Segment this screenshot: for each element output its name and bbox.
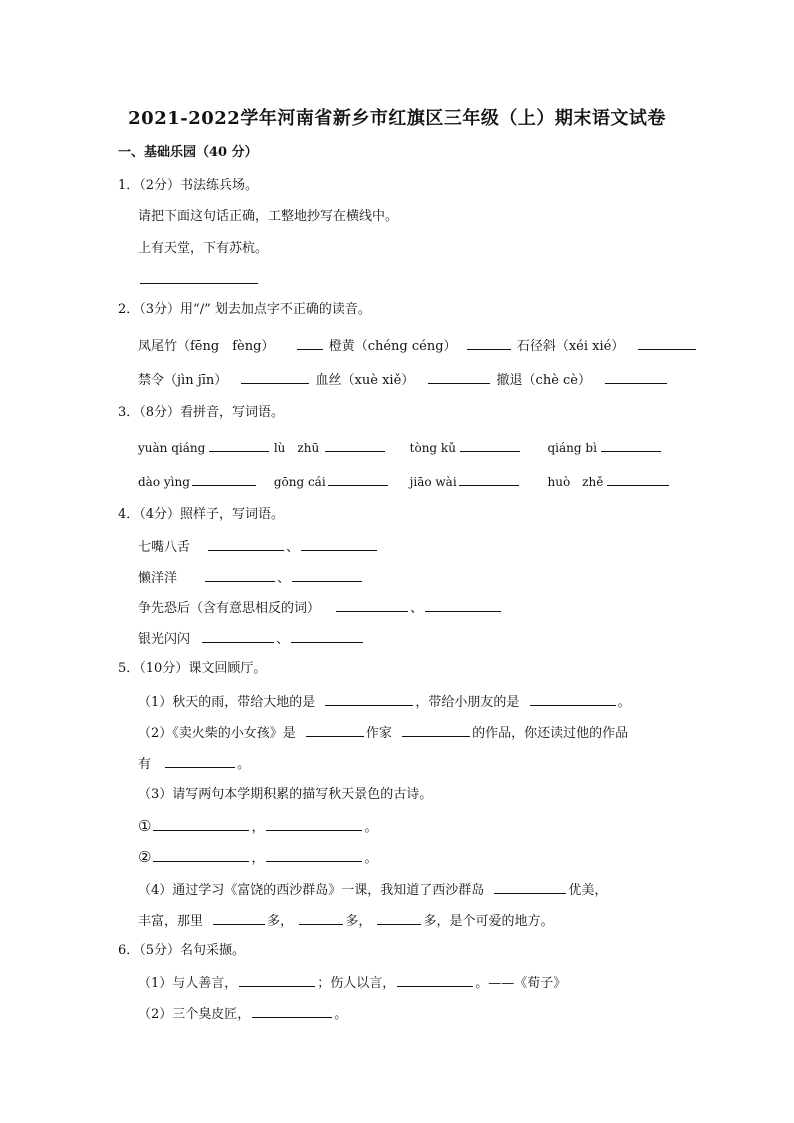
question-5-heading: 5．（10分）课文回顾厅。 — [118, 661, 267, 676]
circled-number: ② — [138, 848, 152, 866]
question-text: 。 — [334, 1007, 348, 1022]
question-text: 多，是个可爱的地方。 — [423, 914, 554, 929]
question-text: （4）通过学习《富饶的西沙群岛》一课，我知道了西沙群岛 — [138, 883, 485, 898]
question-text: （2）《卖火柴的小女孩》是 — [138, 726, 296, 741]
answer-blank[interactable] — [306, 723, 364, 737]
answer-blank[interactable] — [299, 911, 343, 925]
pinyin-prompt: dào yìng — [138, 475, 190, 489]
pinyin-item: 凤尾竹（fēng fèng） — [138, 339, 275, 354]
question-2-heading: 2．（3分）用“/” 划去加点字不正确的读音。 — [118, 302, 371, 317]
answer-blank[interactable] — [209, 438, 269, 452]
answer-blank[interactable] — [138, 270, 260, 288]
pinyin-prompt: lù zhū — [273, 441, 320, 455]
punctuation: ， — [251, 820, 265, 835]
answer-blank[interactable] — [601, 438, 661, 452]
question-3-row-2 — [138, 472, 671, 491]
question-5-part-1 — [138, 692, 631, 712]
question-text: ；伤人以言， — [317, 976, 396, 991]
question-4-row — [138, 598, 503, 618]
question-text: 丰富，那里 — [138, 914, 204, 929]
answer-blank[interactable] — [213, 911, 265, 925]
answer-blank[interactable] — [428, 370, 490, 384]
punctuation: 。 — [364, 820, 378, 835]
question-1-instruction: 请把下面这句话正确，工整地抄写在横线中。 — [138, 209, 399, 224]
question-text: ，带给小朋友的是 — [415, 695, 520, 710]
answer-blank[interactable] — [336, 598, 408, 612]
pinyin-item: 橙黄（chéng céng） — [328, 339, 457, 354]
answer-blank[interactable] — [192, 472, 256, 486]
question-text: 多， — [345, 914, 372, 929]
pinyin-prompt: yuàn qiáng — [138, 441, 206, 455]
answer-blank[interactable] — [202, 629, 274, 643]
section-heading: 一、基础乐园（40 分） — [118, 145, 258, 160]
answer-blank[interactable] — [153, 848, 249, 862]
separator: 、 — [276, 632, 290, 647]
question-6-heading: 6．（5分）名句采撷。 — [118, 943, 246, 958]
answer-blank[interactable] — [325, 438, 385, 452]
pinyin-prompt: jiāo wài — [409, 475, 457, 489]
question-5-part-2 — [138, 723, 628, 743]
question-5-part-4-cont — [138, 911, 553, 931]
question-text: 多， — [267, 914, 294, 929]
example-word: 银光闪闪 — [138, 632, 191, 647]
pinyin-item: 血丝（xuè xiě） — [315, 373, 415, 388]
answer-blank[interactable] — [297, 336, 323, 350]
example-word: 懒洋洋 — [138, 571, 178, 586]
question-text: （2）三个臭皮匠， — [138, 1007, 251, 1022]
punctuation: 。 — [364, 851, 378, 866]
answer-blank[interactable] — [291, 629, 363, 643]
example-word: 七嘴八舌 — [138, 540, 191, 555]
question-text: 。——《荀子》 — [475, 976, 567, 991]
answer-blank[interactable] — [239, 973, 315, 987]
answer-blank[interactable] — [252, 1004, 332, 1018]
answer-blank[interactable] — [397, 973, 473, 987]
question-4-row — [138, 537, 379, 557]
separator: 、 — [286, 540, 300, 555]
pinyin-prompt: tòng kǔ — [409, 441, 456, 455]
question-6-part-2 — [138, 1004, 347, 1024]
question-text: 。 — [617, 695, 631, 710]
question-1-sentence: 上有天堂，下有苏杭。 — [138, 241, 269, 256]
question-3-heading: 3．（8分）看拼音，写词语。 — [118, 405, 285, 420]
circled-number: ① — [138, 817, 152, 835]
question-text: 有 — [138, 757, 152, 772]
answer-blank[interactable] — [325, 692, 413, 706]
pinyin-prompt: qiáng bì — [547, 441, 597, 455]
pinyin-prompt: gōng cái — [273, 475, 326, 489]
pinyin-item: 石径斜（xéi xié） — [516, 339, 625, 354]
separator: 、 — [410, 601, 424, 616]
answer-blank[interactable] — [328, 472, 388, 486]
answer-blank[interactable] — [467, 336, 511, 350]
answer-blank[interactable] — [459, 472, 519, 486]
answer-blank[interactable] — [530, 692, 616, 706]
answer-blank[interactable] — [165, 754, 235, 768]
question-3-row-1 — [138, 438, 671, 457]
example-word: 争先恐后（含有意思相反的词） — [138, 601, 321, 616]
question-1-heading: 1．（2分）书法练兵场。 — [118, 178, 259, 193]
answer-blank[interactable] — [241, 370, 309, 384]
question-5-part-2-cont — [138, 754, 250, 774]
answer-blank[interactable] — [292, 568, 362, 582]
question-text: （1）秋天的雨，带给大地的是 — [138, 695, 316, 710]
answer-blank[interactable] — [494, 880, 566, 894]
question-text: 作家 — [365, 726, 392, 741]
answer-blank[interactable] — [638, 336, 696, 350]
answer-blank[interactable] — [607, 472, 669, 486]
question-4-row — [138, 629, 365, 649]
answer-blank[interactable] — [205, 568, 275, 582]
answer-blank[interactable] — [605, 370, 667, 384]
answer-blank[interactable] — [266, 848, 362, 862]
question-2-row-1 — [138, 336, 698, 356]
question-5-part-3: （3）请写两句本学期积累的描写秋天景色的古诗。 — [138, 787, 433, 802]
pinyin-item: 撤退（chè cè） — [496, 373, 592, 388]
separator: 、 — [277, 571, 291, 586]
answer-blank[interactable] — [301, 537, 377, 551]
answer-blank[interactable] — [460, 438, 520, 452]
poem-line-1 — [138, 817, 377, 837]
pinyin-item: 禁令（jìn jīn） — [138, 373, 228, 388]
question-text: 优美， — [568, 883, 608, 898]
answer-blank[interactable] — [266, 817, 362, 831]
question-text: 的作品，你还读过他的作品 — [472, 726, 629, 741]
page-title: 2021-2022学年河南省新乡市红旗区三年级（上）期末语文试卷 — [128, 108, 666, 129]
answer-blank[interactable] — [377, 911, 421, 925]
question-4-heading: 4．（4分）照样子，写词语。 — [118, 507, 285, 522]
question-text: 。 — [237, 757, 251, 772]
answer-blank[interactable] — [402, 723, 470, 737]
question-4-row — [138, 568, 364, 588]
question-2-row-2 — [138, 370, 669, 390]
answer-blank[interactable] — [425, 598, 501, 612]
question-5-part-4 — [138, 880, 607, 900]
punctuation: ， — [251, 851, 265, 866]
poem-line-2 — [138, 848, 377, 868]
question-text: （1）与人善言， — [138, 976, 238, 991]
answer-blank[interactable] — [208, 537, 284, 551]
answer-blank[interactable] — [153, 817, 249, 831]
question-6-part-1 — [138, 973, 566, 993]
pinyin-prompt: huò zhě — [547, 475, 604, 489]
